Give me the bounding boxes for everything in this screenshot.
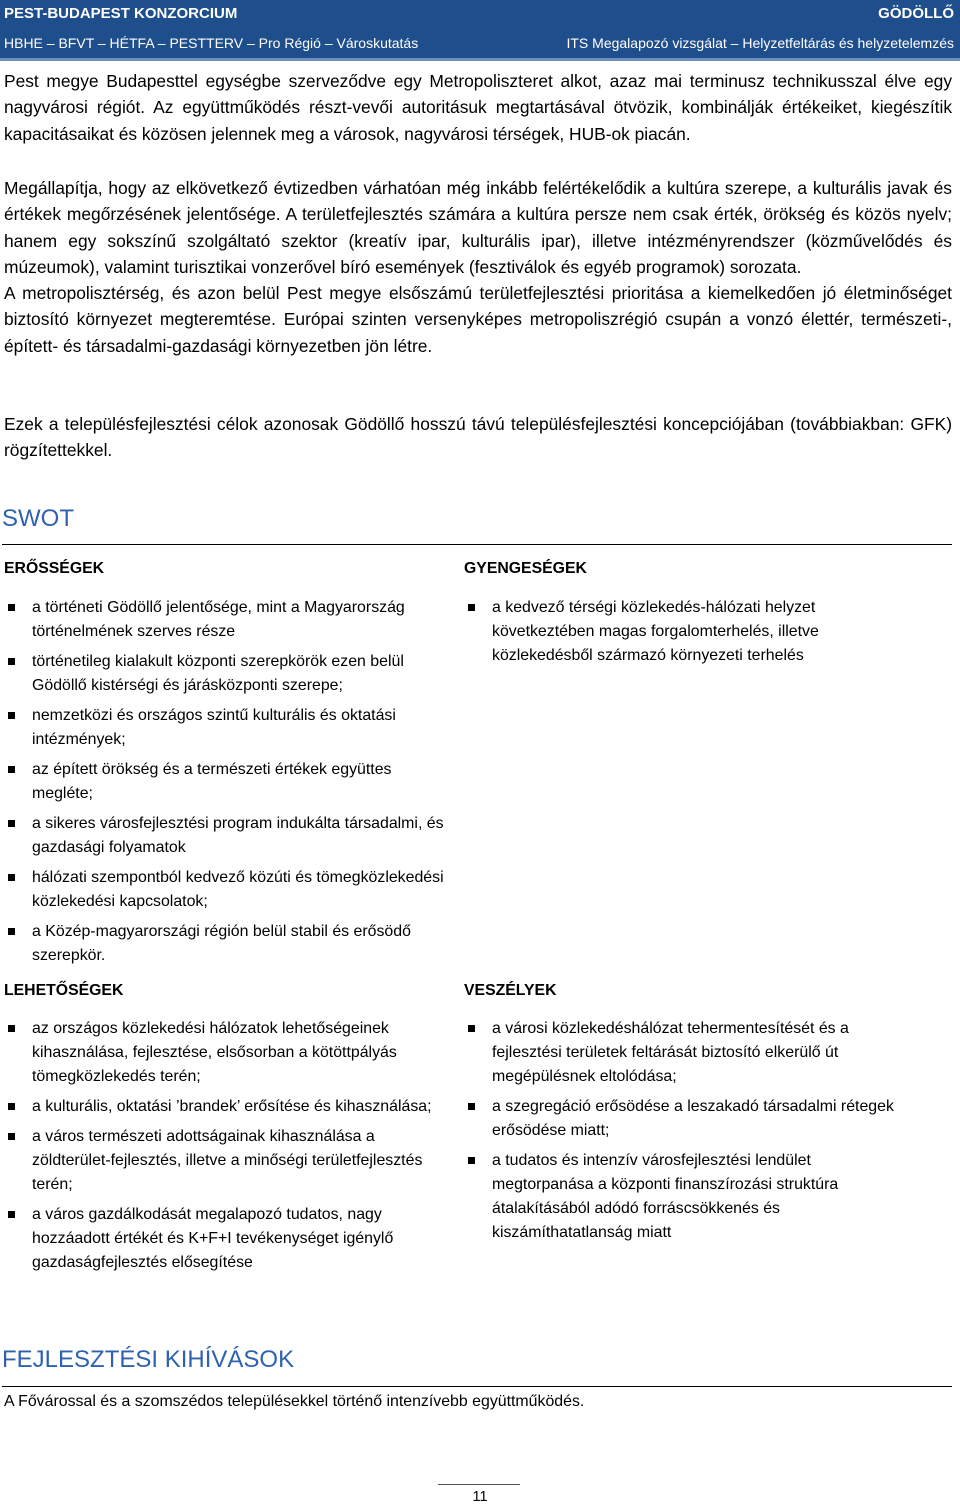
square-bullet-icon — [8, 820, 15, 827]
square-bullet-icon — [8, 1025, 15, 1032]
square-bullet-icon — [468, 604, 475, 611]
list-item: a történeti Gödöllő jelentősége, mint a Magyarország történelmének szerves része — [4, 596, 444, 644]
paragraph-culture: Megállapítja, hogy az elkövetkező évtizedben várhatóan még inkább felértékelődik a kultúra szerepe, a kulturális javak és értékek megőrzésének jelentősége. A területfejlesztés számára a kultúra persze nem csak érték, örökség és közös nyelv; hanem egy sokszínű szolgáltató szektor (kreatív ipar, kulturális ipar), illetve intézményrendszer (közművelődés és múzeumok), valamint turisztikai vonzerővel bíró események (fesztiválok és egyéb programok) sorozata. — [4, 178, 952, 277]
square-bullet-icon — [8, 1103, 15, 1110]
square-bullet-icon — [468, 1025, 475, 1032]
square-bullet-icon — [8, 766, 15, 773]
square-bullet-icon — [8, 1133, 15, 1140]
threats-list — [464, 1017, 904, 1251]
weaknesses-list — [464, 596, 904, 674]
list-item: nemzetközi és országos szintű kulturális és oktatási intézmények; — [4, 704, 444, 752]
list-item: a város természeti adottságainak kihasználása a zöldterület-fejlesztés, illetve a minőségi területfejlesztés terén; — [4, 1125, 444, 1197]
challenges-divider — [2, 1386, 952, 1387]
threats-heading: VESZÉLYEK — [464, 982, 557, 999]
list-item: hálózati szempontból kedvező közúti és tömegközlekedési közlekedési kapcsolatok; — [4, 866, 444, 914]
list-item: történetileg kialakult központi szerepkörök ezen belül Gödöllő kistérségi és járásközponti szerepe; — [4, 650, 444, 698]
paragraph-priority: A metropolisztérség, és azon belül Pest megye elsőszámú területfejlesztési prioritása a kiemelkedően jó életminőséget biztosító környezet megteremtése. Európai szinten versenyképes metropoliszrégió csupán a vonzó élettér, természeti-, épített- és társadalmi-gazdasági környezetben jön létre. — [4, 283, 952, 356]
paragraph-metropolis: Pest megye Budapesttel egységbe szerveződve egy Metropoliszteret alkot, azaz mai terminusz technikusszal élve egy nagyvárosi régiót. Az együttműködés részt-vevői autoritásuk megtartásával ötvözik, kombinálják értékeiket, kiegészítik kapacitásaikat és közösen jelennek meg a városok, nagyvárosi térségek, HUB-ok piacán. — [4, 71, 952, 144]
list-item: a Közép-magyarországi régión belül stabil és erősödő szerepkör. — [4, 920, 444, 968]
strengths-heading: ERŐSSÉGEK — [4, 560, 105, 577]
challenges-title: FEJLESZTÉSI KIHÍVÁSOK — [2, 1346, 295, 1373]
square-bullet-icon — [8, 604, 15, 611]
page-header — [0, 0, 960, 58]
paragraph-culture-block — [4, 175, 952, 359]
list-item: az épített örökség és a természeti értékek együttes megléte; — [4, 758, 444, 806]
list-item: a szegregáció erősödése a leszakadó társadalmi rétegek erősödése miatt; — [464, 1095, 904, 1143]
header-city: GÖDÖLLŐ — [878, 4, 954, 22]
square-bullet-icon — [8, 874, 15, 881]
square-bullet-icon — [8, 928, 15, 935]
list-item: a város gazdálkodását megalapozó tudatos, nagy hozzáadott értékét és K+F+I tevékenységet igénylő gazdaságfejlesztés elősegítése — [4, 1203, 444, 1275]
list-item: a kulturális, oktatási ’brandek’ erősítése és kihasználása; — [4, 1095, 444, 1119]
opportunities-heading: LEHETŐSÉGEK — [4, 982, 124, 999]
square-bullet-icon — [468, 1103, 475, 1110]
challenges-text: A Fővárossal és a szomszédos településekkel történő intenzívebb együttműködés. — [4, 1393, 585, 1410]
paragraph-gfk: Ezek a településfejlesztési célok azonosak Gödöllő hosszú távú településfejlesztési koncepciójában (továbbiakban: GFK) rögzítettekkel. — [4, 414, 952, 461]
header-partners: HBHE – BFVT – HÉTFA – PESTTERV – Pro Régió – Városkutatás — [4, 35, 419, 51]
header-org: PEST-BUDAPEST KONZORCIUM — [4, 4, 238, 22]
opportunities-list — [4, 1017, 444, 1281]
footer-divider — [438, 1484, 520, 1485]
square-bullet-icon — [8, 712, 15, 719]
list-item: a városi közlekedéshálózat tehermentesítését és a fejlesztési területek feltárását biztosító elkerülő út megépülésnek eltolódása; — [464, 1017, 904, 1089]
header-bottom-row — [4, 32, 954, 54]
weaknesses-heading: GYENGESÉGEK — [464, 560, 587, 577]
swot-divider — [2, 544, 952, 545]
strengths-list — [4, 596, 444, 974]
page-number: 11 — [472, 1489, 488, 1505]
list-item: az országos közlekedési hálózatok lehetőségeinek kihasználása, fejlesztése, elsősorban a kötöttpályás tömegközlekedés terén; — [4, 1017, 444, 1089]
list-item: a sikeres városfejlesztési program indukálta társadalmi, és gazdasági folyamatok — [4, 812, 444, 860]
header-doc-title: ITS Megalapozó vizsgálat – Helyzetfeltárás és helyzetelemzés — [566, 35, 954, 51]
square-bullet-icon — [468, 1157, 475, 1164]
header-divider — [0, 58, 960, 61]
square-bullet-icon — [8, 1211, 15, 1218]
list-item: a kedvező térségi közlekedés-hálózati helyzet következtében magas forgalomterhelés, illetve közlekedésből származó környezeti terhelés — [464, 596, 904, 668]
list-item: a tudatos és intenzív városfejlesztési lendület megtorpanása a központi finanszírozási struktúra átalakításából adódó forráscsökkenés és kiszámíthatatlanság miatt — [464, 1149, 904, 1245]
swot-title: SWOT — [2, 505, 74, 532]
square-bullet-icon — [8, 658, 15, 665]
header-top-row — [4, 2, 954, 24]
